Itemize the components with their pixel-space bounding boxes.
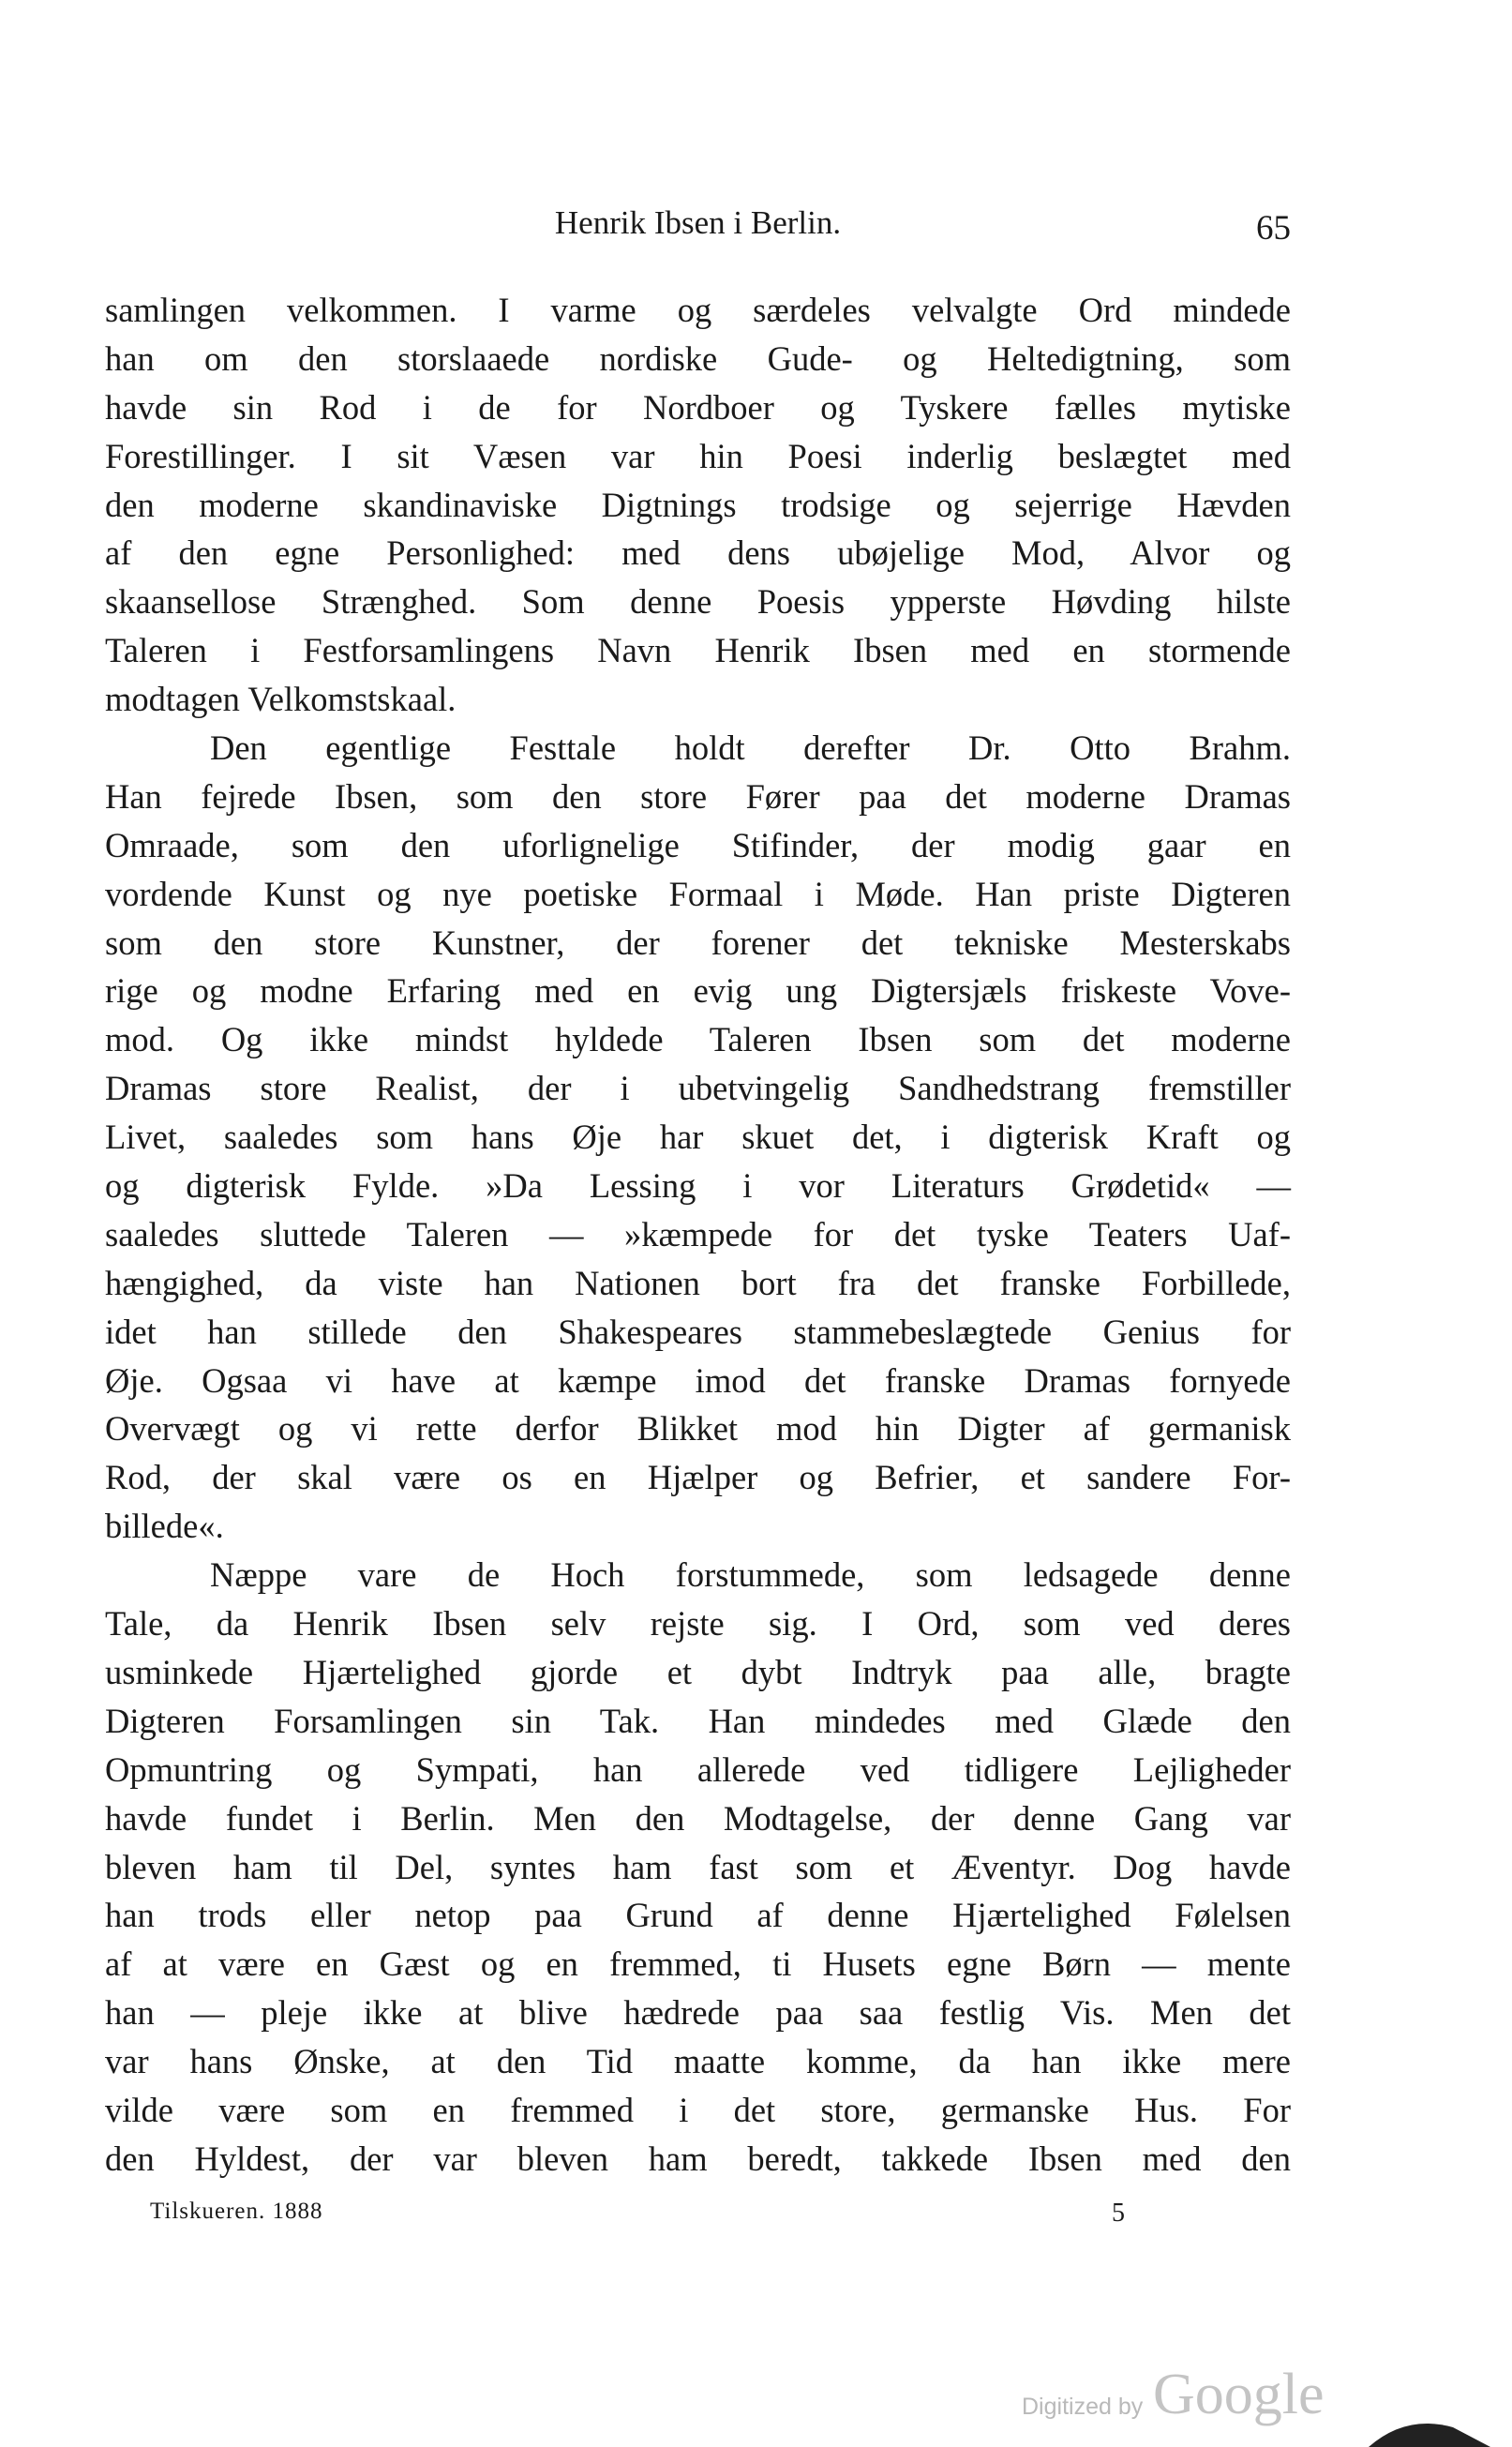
page-footer xyxy=(150,2199,1125,2236)
text-line: vordende Kunst og nye poetiske Formaal i Møde. Han priste Digteren xyxy=(105,874,1291,913)
text-line: af at være en Gæst og en fremmed, ti Husets egne Børn — mente xyxy=(105,1944,1291,1984)
text-line: saaledes sluttede Taleren — »kæmpede for det tyske Teaters Uaf- xyxy=(105,1214,1291,1254)
text-line: den Hyldest, der var bleven ham beredt, takkede Ibsen med den xyxy=(105,2139,1291,2178)
sheet-mark: 5 xyxy=(1112,2199,1125,2228)
text-line: havde sin Rod i de for Nordboer og Tyskere fælles mytiske xyxy=(105,387,1291,427)
page-number: 65 xyxy=(1256,209,1291,248)
text-line: mod. Og ikke mindst hyldede Taleren Ibsen som det moderne xyxy=(105,1020,1291,1059)
watermark-prefix: Digitized by xyxy=(1022,2394,1144,2420)
text-line: Dramas store Realist, der i ubetvingelig Sandhedstrang fremstiller xyxy=(105,1069,1291,1108)
text-line: Livet, saaledes som hans Øje har skuet det, i digterisk Kraft og xyxy=(105,1118,1291,1157)
text-line: Forestillinger. I sit Væsen var hin Poesi inderlig beslægtet med xyxy=(105,436,1291,475)
text-line: var hans Ønske, at den Tid maatte komme, da han ikke mere xyxy=(105,2042,1291,2081)
text-line: samlingen velkommen. I varme og særdeles velvalgte Ord mindede xyxy=(105,291,1291,329)
text-line: Næppe vare de Hoch forstummede, som ledsagede denne xyxy=(210,1555,1291,1595)
body-text xyxy=(105,286,1291,2184)
text-line: han om den storslaaede nordiske Gude- og Heltedigtning, som xyxy=(105,338,1291,378)
text-line: Overvægt og vi rette derfor Blikket mod hin Digter af germanisk xyxy=(105,1409,1291,1449)
text-line: modtagen Velkomstskaal. xyxy=(105,680,457,719)
text-line: vilde være som en fremmed i det store, germanske Hus. For xyxy=(105,2090,1291,2129)
text-line: Opmuntring og Sympati, han allerede ved tidligere Lejligheder xyxy=(105,1749,1291,1789)
text-line: Tale, da Henrik Ibsen selv rejste sig. I Ord, som ved deres xyxy=(105,1604,1291,1644)
text-line: Den egentlige Festtale holdt derefter Dr. Otto Brahm. xyxy=(210,728,1291,768)
text-line: af den egne Personlighed: med dens ubøjelige Mod, Alvor og xyxy=(105,533,1291,573)
text-line: som den store Kunstner, der forener det tekniske Mesterskabs xyxy=(105,923,1291,962)
text-line: Han fejrede Ibsen, som den store Fører paa det moderne Dramas xyxy=(105,776,1291,816)
text-line: skaansellose Strænghed. Som denne Poesis ypperste Høvding hilste xyxy=(105,582,1291,622)
running-head: Henrik Ibsen i Berlin. xyxy=(554,204,842,241)
text-line: Øje. Ogsaa vi have at kæmpe imod det franske Dramas fornyede xyxy=(105,1360,1291,1400)
text-line: Digteren Forsamlingen sin Tak. Han mindedes med Glæde den xyxy=(105,1701,1291,1740)
text-line: bleven ham til Del, syntes ham fast som et Æventyr. Dog havde xyxy=(105,1847,1291,1886)
library-stamp-icon xyxy=(1350,2414,1490,2447)
text-line: han — pleje ikke at blive hædrede paa saa festlig Vis. Men det xyxy=(105,1993,1291,2033)
text-line: havde fundet i Berlin. Men den Modtagelse, der denne Gang var xyxy=(105,1798,1291,1838)
text-line: hængighed, da viste han Nationen bort fra det franske Forbillede, xyxy=(105,1263,1291,1302)
text-line: Omraade, som den uforlignelige Stifinder, der modig gaar en xyxy=(105,825,1291,864)
text-line: usminkede Hjærtelighed gjorde et dybt Indtryk paa alle, bragte xyxy=(105,1652,1291,1691)
digitized-watermark xyxy=(1022,2363,1359,2428)
watermark-brand: Google xyxy=(1153,2363,1325,2426)
text-line: og digterisk Fylde. »Da Lessing i vor Literaturs Grødetid« — xyxy=(105,1166,1291,1206)
page-header xyxy=(105,204,1291,261)
text-line: Rod, der skal være os en Hjælper og Befrier, et sandere For- xyxy=(105,1458,1291,1497)
text-line: billede«. xyxy=(105,1507,224,1546)
footer-signature: Tilskueren. 1888 xyxy=(150,2199,323,2224)
text-line: den moderne skandinaviske Digtnings trodsige og sejerrige Hævden xyxy=(105,485,1291,524)
text-line: rige og modne Erfaring med en evig ung Digtersjæls friskeste Vove- xyxy=(105,971,1291,1011)
text-line: han trods eller netop paa Grund af denne Hjærtelighed Følelsen xyxy=(105,1896,1291,1935)
text-line: idet han stillede den Shakespeares stammebeslægtede Genius for xyxy=(105,1312,1291,1351)
text-line: Taleren i Festforsamlingens Navn Henrik Ibsen med en stormende xyxy=(105,631,1291,670)
